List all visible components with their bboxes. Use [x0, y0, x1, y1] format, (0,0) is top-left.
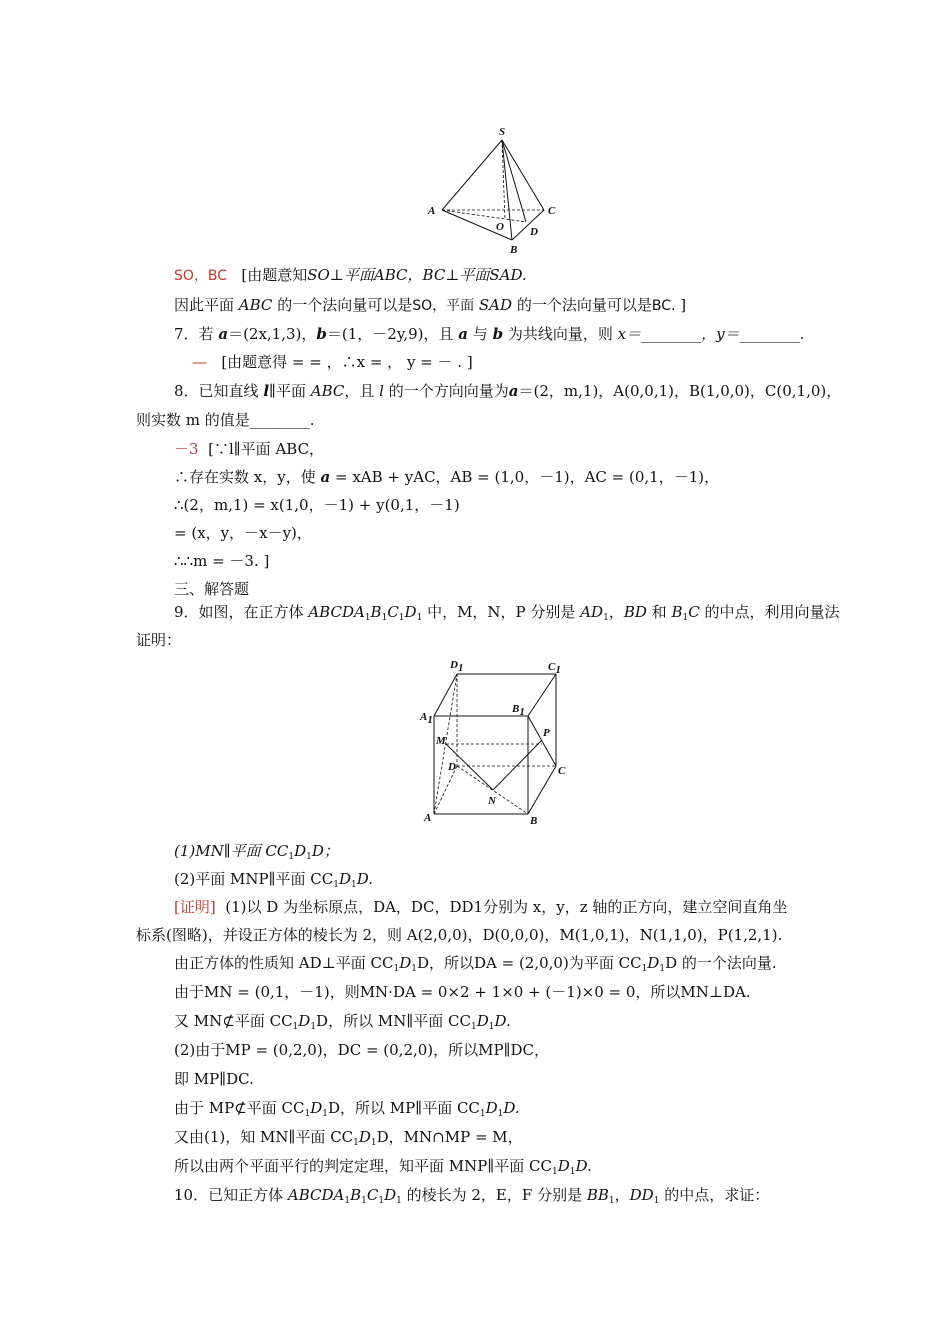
question-10: 10．已知正方体 $ABCDA_1B_1C_1D_1$ 的棱长为 2，E，F 分别是 $BB_1$，$DD_1$ 的中点，求证： — [174, 1186, 770, 1206]
proof-line7: 即 MP∥DC. — [174, 1070, 254, 1088]
answer-8-line2: ∴存在实数 x，y，使 a = xAB + yAC，AB = (1,0，－1)，AC = (0,1，－1)， — [174, 468, 720, 486]
answer-6-line2: 因此平面 ABC 的一个法向量可以是SO，平面 SAD 的一个法向量可以是BC. ] — [174, 296, 687, 314]
question-7: 7．若 a＝(2x,1,3)，b＝(1，－2y,9)，且 a 与 b 为共线向量，则 x＝________，y＝________. — [174, 325, 805, 343]
label-D: D — [530, 226, 538, 238]
claim-2: (2)平面 MNP∥平面 $CC_1D_1D$. — [174, 870, 374, 890]
proof-line10: 所以由两个平面平行的判定定理，知平面 MNP∥平面 $CC_1D_1D$. — [174, 1157, 592, 1177]
label-P: P — [543, 727, 550, 739]
answer-8-line4: = (x，y，－x－y)， — [174, 524, 312, 542]
label-B: B — [530, 815, 538, 827]
label-M: M — [436, 735, 446, 747]
label-S: S — [499, 126, 506, 138]
label-B1: B1 — [512, 703, 525, 718]
claim-1: (1)MN∥平面 $CC_1D_1D$； — [174, 842, 339, 862]
label-C: C — [558, 765, 566, 777]
proof-line2: 标系(图略)，并设正方体的棱长为 2，则 A(2,0,0)，D(0,0,0)，M(1,0,1)，N(1,1,0)，P(1,2,1). — [136, 926, 783, 944]
section-heading: 三、解答题 — [174, 580, 250, 598]
label-B: B — [510, 244, 518, 256]
proof-line3: 由正方体的性质知 AD⊥平面 $CC_1D_1D$，所以DA = (2,0,0)为平面 $CC_1D_1D$ 的一个法向量. — [174, 954, 777, 974]
answer-7: — [由题意得 = = ，∴x = ， y = － . ] — [192, 353, 473, 371]
proof-line4: 由于MN = (0,1，－1)，则MN·DA = 0×2 + 1×0 + (－1)×0 = 0，所以MN⊥DA. — [174, 983, 751, 1001]
question-9-line2: 证明： — [136, 631, 182, 649]
label-A1: A1 — [420, 711, 433, 726]
label-C: C — [548, 205, 556, 217]
label-N: N — [488, 795, 496, 807]
proof-line8: 由于 MP⊄平面 $CC_1D_1D$，所以 MP∥平面 $CC_1D_1D$. — [174, 1099, 520, 1119]
answer-6-line1: SO，BC [由题意知SO⊥平面ABC，BC⊥平面SAD. — [174, 266, 527, 284]
proof-line5: 又 MN⊄平面 $CC_1D_1D$，所以 MN∥平面 $CC_1D_1D$. — [174, 1012, 511, 1032]
answer-8-line3: ∴(2，m,1) = x(1,0，－1) + y(0,1，－1) — [174, 496, 460, 514]
question-8-line1: 8．已知直线 l∥平面 ABC，且 l 的一个方向向量为a＝(2，m,1)，A(0,0,1)，B(1,0,0)，C(0,1,0)， — [174, 382, 842, 400]
question-9-line1: 9．如图，在正方体 $ABCDA_1B_1C_1D_1$ 中，M，N，P 分别是 $AD_1$，BD 和 $B_1C$ 的中点，利用向量法 — [174, 603, 840, 623]
label-A: A — [424, 812, 432, 824]
question-8-line2: 则实数 m 的值是________. — [136, 411, 315, 429]
cube-figure — [410, 654, 580, 832]
label-D1: D1 — [450, 659, 464, 674]
answer-8-line5: ∴∴m = －3. ] — [174, 552, 270, 570]
answer-8-line1: －3 [∵l∥平面 ABC， — [174, 440, 325, 458]
proof-line9: 又由(1)，知 MN∥平面 $CC_1D_1D$，MN∩MP = M， — [174, 1128, 523, 1148]
label-O: O — [496, 221, 504, 233]
label-D: D — [448, 761, 456, 773]
label-A: A — [428, 205, 436, 217]
proof-line6: (2)由于MP = (0,2,0)，DC = (0,2,0)，所以MP∥DC， — [174, 1041, 550, 1059]
tetrahedron-figure — [420, 122, 570, 258]
proof-line1: [证明] (1)以 D 为坐标原点，DA，DC，DD1分别为 x，y，z 轴的正方向，建立空间直角坐 — [174, 898, 788, 916]
label-C1: C1 — [548, 661, 561, 676]
